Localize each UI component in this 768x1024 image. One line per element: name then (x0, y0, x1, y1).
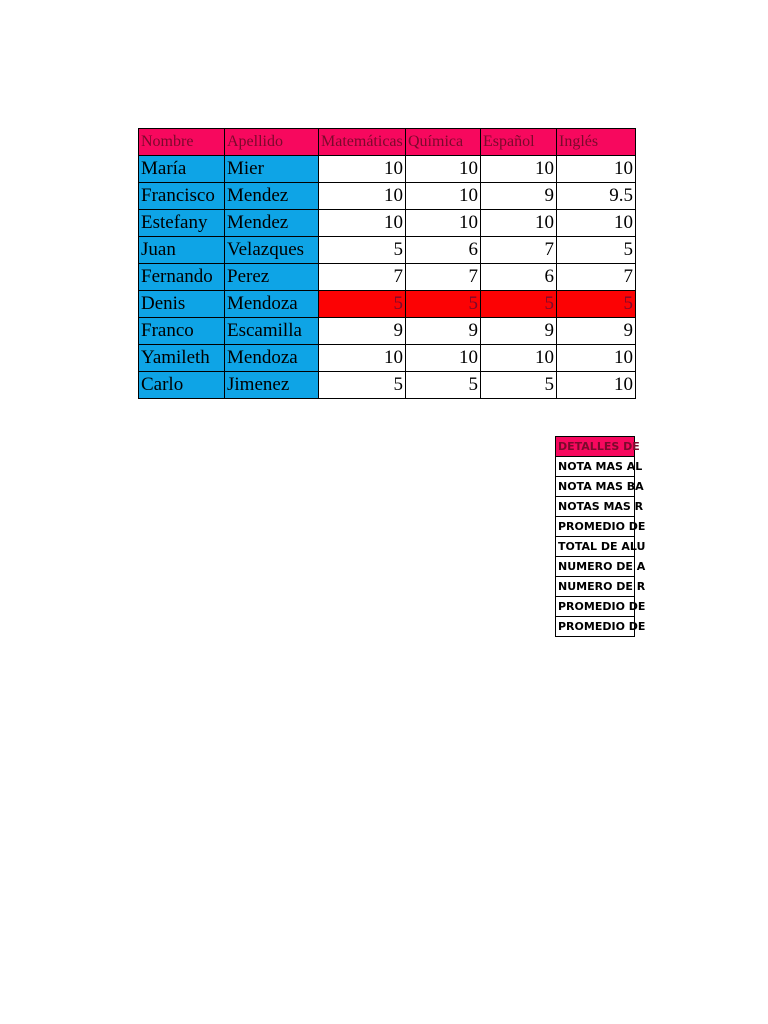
header-quimica[interactable]: Química (406, 129, 481, 156)
table-row (139, 291, 636, 318)
cell-ingles[interactable]: 9.5 (557, 183, 636, 210)
header-espanol[interactable]: Español (481, 129, 557, 156)
cell-quimica[interactable]: 6 (406, 237, 481, 264)
cell-ingles[interactable]: 5 (557, 291, 636, 318)
details-item[interactable]: TOTAL DE ALU (556, 537, 635, 557)
cell-ingles[interactable]: 7 (557, 264, 636, 291)
table-row (139, 372, 636, 399)
table-row (139, 210, 636, 237)
cell-apellido[interactable]: Jimenez (225, 372, 319, 399)
header-matematicas[interactable]: Matemáticas (319, 129, 406, 156)
header-nombre[interactable]: Nombre (139, 129, 225, 156)
cell-ingles[interactable]: 5 (557, 237, 636, 264)
details-item[interactable]: PROMEDIO DE (556, 517, 635, 537)
details-item[interactable]: NOTAS MAS R (556, 497, 635, 517)
cell-espanol[interactable]: 5 (481, 291, 557, 318)
cell-matematicas[interactable]: 10 (319, 210, 406, 237)
details-item[interactable]: NOTA MAS BA (556, 477, 635, 497)
cell-nombre[interactable]: Estefany (139, 210, 225, 237)
cell-espanol[interactable]: 10 (481, 156, 557, 183)
table-row (139, 156, 636, 183)
cell-matematicas[interactable]: 10 (319, 345, 406, 372)
grades-table (138, 128, 636, 399)
cell-quimica[interactable]: 5 (406, 372, 481, 399)
details-table (555, 436, 646, 637)
cell-espanol[interactable]: 6 (481, 264, 557, 291)
cell-matematicas[interactable]: 10 (319, 156, 406, 183)
cell-matematicas[interactable]: 5 (319, 291, 406, 318)
details-row (556, 617, 635, 637)
cell-apellido[interactable]: Mendez (225, 183, 319, 210)
cell-apellido[interactable]: Mier (225, 156, 319, 183)
table-row (139, 345, 636, 372)
details-header[interactable]: DETALLES DE (556, 437, 635, 457)
cell-matematicas[interactable]: 5 (319, 237, 406, 264)
details-row (556, 477, 635, 497)
cell-nombre[interactable]: Carlo (139, 372, 225, 399)
details-row (556, 557, 635, 577)
cell-quimica[interactable]: 10 (406, 210, 481, 237)
cell-espanol[interactable]: 10 (481, 345, 557, 372)
table-row (139, 183, 636, 210)
cell-apellido[interactable]: Mendez (225, 210, 319, 237)
details-item[interactable]: PROMEDIO DE (556, 597, 635, 617)
cell-nombre[interactable]: Fernando (139, 264, 225, 291)
cell-espanol[interactable]: 7 (481, 237, 557, 264)
details-header-row (556, 437, 635, 457)
cell-ingles[interactable]: 10 (557, 210, 636, 237)
cell-ingles[interactable]: 10 (557, 372, 636, 399)
cell-quimica[interactable]: 5 (406, 291, 481, 318)
cell-ingles[interactable]: 9 (557, 318, 636, 345)
details-item[interactable]: NUMERO DE A (556, 557, 635, 577)
details-item[interactable]: NUMERO DE R (556, 577, 635, 597)
cell-espanol[interactable]: 10 (481, 210, 557, 237)
cell-apellido[interactable]: Mendoza (225, 291, 319, 318)
details-item[interactable]: NOTA MAS AL (556, 457, 635, 477)
details-row (556, 537, 635, 557)
cell-apellido[interactable]: Velazques (225, 237, 319, 264)
cell-nombre[interactable]: Franco (139, 318, 225, 345)
details-item[interactable]: PROMEDIO DE (556, 617, 635, 637)
cell-nombre[interactable]: María (139, 156, 225, 183)
cell-quimica[interactable]: 10 (406, 345, 481, 372)
header-apellido[interactable]: Apellido (225, 129, 319, 156)
details-row (556, 497, 635, 517)
details-row (556, 597, 635, 617)
cell-espanol[interactable]: 5 (481, 372, 557, 399)
cell-matematicas[interactable]: 5 (319, 372, 406, 399)
table-row (139, 264, 636, 291)
cell-quimica[interactable]: 9 (406, 318, 481, 345)
cell-ingles[interactable]: 10 (557, 156, 636, 183)
details-row (556, 457, 635, 477)
cell-quimica[interactable]: 10 (406, 183, 481, 210)
cell-nombre[interactable]: Yamileth (139, 345, 225, 372)
cell-espanol[interactable]: 9 (481, 318, 557, 345)
details-row (556, 577, 635, 597)
cell-quimica[interactable]: 7 (406, 264, 481, 291)
cell-apellido[interactable]: Escamilla (225, 318, 319, 345)
cell-matematicas[interactable]: 9 (319, 318, 406, 345)
grades-header-row (139, 129, 636, 156)
cell-espanol[interactable]: 9 (481, 183, 557, 210)
header-ingles[interactable]: Inglés (557, 129, 636, 156)
cell-matematicas[interactable]: 7 (319, 264, 406, 291)
cell-nombre[interactable]: Francisco (139, 183, 225, 210)
cell-apellido[interactable]: Mendoza (225, 345, 319, 372)
details-row (556, 517, 635, 537)
cell-quimica[interactable]: 10 (406, 156, 481, 183)
cell-nombre[interactable]: Juan (139, 237, 225, 264)
cell-matematicas[interactable]: 10 (319, 183, 406, 210)
cell-nombre[interactable]: Denis (139, 291, 225, 318)
cell-apellido[interactable]: Perez (225, 264, 319, 291)
cell-ingles[interactable]: 10 (557, 345, 636, 372)
table-row (139, 237, 636, 264)
table-row (139, 318, 636, 345)
